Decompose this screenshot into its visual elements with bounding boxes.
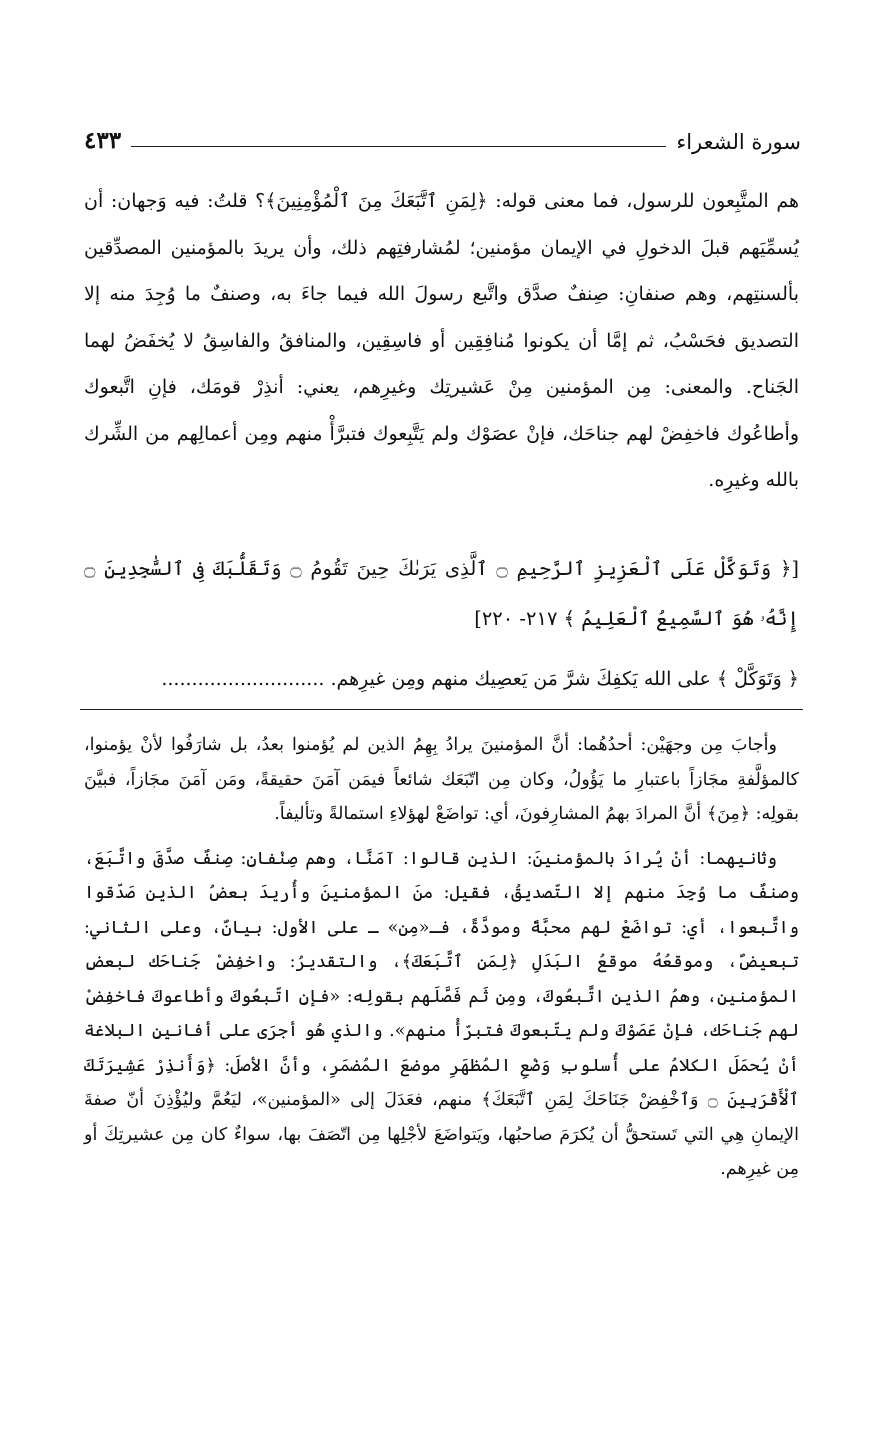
tafsir-text: ﴿ وَتَوَكَّلْ ﴾ على الله يَكفِكَ شرَّ مَن يَعصِيك منهم ومِن غيرِهم. bbox=[330, 668, 799, 690]
quran-verses: [﴿ وَتَوَكَّلْ عَلَى ٱلْعَزِيزِ ٱلرَّحِيمِ ۝ ٱلَّذِى يَرَىٰكَ حِينَ تَقُومُ ۝ وَتَقَلُّبَكَ فِى ٱلسَّٰجِدِينَ ۝ إِنَّهُۥ هُوَ ٱلسَّمِيعُ ٱلْعَلِيمُ ﴾ ٢١٧- ٢٢٠] bbox=[84, 557, 799, 630]
commentary-paragraph-1: وأجابَ مِن وجهَيْن: أحدُهُما: أنَّ المؤمنينَ يرادُ بِهِمُ الذين لم يُؤمنوا بعدُ، بل شارَفُوا لأنْ يؤمنوا، كالمؤلَّفةِ مجَازاً باعتبارِ ما يَؤُولُ، وكان مِن اتّبَعَك شائعاً فيمَن آمَنَ حقيقةً، ومَن آمَنَ مجَازاً، فبيَّنَ بقولِه: ﴿مِنَ﴾ أنَّ المرادَ بهمُ المشارِفونَ، أي: تواضَعْ لهؤلاءِ استمالةً وتأليفاً. bbox=[84, 735, 799, 824]
running-header bbox=[84, 122, 801, 154]
header-rule bbox=[131, 146, 666, 147]
page-number: ٤٣٣ bbox=[84, 127, 122, 154]
tafsir-line bbox=[84, 656, 799, 702]
footnote-separator bbox=[80, 709, 803, 710]
main-paragraph: هم المتَّبِعون للرسول، فما معنى قوله: ﴿لِمَنِ ٱتَّبَعَكَ مِنَ ٱلْمُؤْمِنِينَ﴾؟ قلتُ: فيه وَجهان: أن يُسمِّيَهم قبلَ الدخولِ في الإيمان مؤمنين؛ لمُشارفتِهم ذلك، وأن يريدَ بالمؤمنين المصدِّقين بألسنتِهم، وهم صنفانِ: صِنفٌ صدَّق واتَّبع رسولَ الله فيما جاءَ به، وصنفٌ ما وُجِدَ منه إلا التصديق فحَسْبُ، ثم إمَّا أن يكونوا مُنافِقِين أو فاسِقِين، والمنافقُ والفاسِقُ لا يُخفَضُ لهما الجَناح. والمعنى: مِن المؤمنين مِنْ عَشيرتِك وغيرِهم، يعني: أنذِرْ قومَك، فإنِ اتَّبعوك وأطاعُوك فاخفِضْ لهم جناحَك، فإنْ عصَوْك ولم يَتَّبِعوك فتبرَّأْ منهم ومِن أعمالِهم من الشِّرك بالله وغيرِه. bbox=[84, 190, 799, 491]
commentary-paragraph-2: وثانيهما: أنْ يُرادَ بالمؤمنينَ: الذين قالوا: آمَنَّا، وهم صِنْفانِ: صِنفٌ صدَّقَ واتَّبَعَ، وصنفٌ ما وُجِدَ منهم إلا التّصديقُ، فقيل: منَ المؤمنينَ وأُريدَ بعضُ الذين صَدّقوا واتَّبعوا، أي: تواضَعْ لهم محبَّةً ومودَّةً، فـ«مِن» ـ على الأول: بيانٌ، وعلى الثاني: تبعيضٌ، وموقعُهُ موقعُ البَدَلِ ﴿لِمَنِ ٱتَّبَعَكَ﴾، والتقديرُ: واخفِضْ جَناحَك لبعضِ المؤمنين، وهمُ الذين اتَّبعُوكَ، ومِن ثَم فَصَّلَهم بقولِه: «فإنِ اتّبعُوكَ وأطاعوكَ فاخفِضْ لهم جَناحَك، فإنْ عَصَوْكَ ولم يتّبعوكَ فتبرّأْ منهم». والذي هُو أجرَى على أفانينِ البلاغة أنْ يُحمَلَ الكلامُ على أُسلوبِ وَضْعِ المُظهَرِ موضعَ المُضمَرِ، وأنَّ الأصلَ: ﴿وَأَنذِرْ عَشِيرَتَكَ ٱلْأَقْرَبِينَ ۝ وَٱخْفِضْ جَنَاحَكَ لِمَنِ ٱتَّبَعَكَ﴾ منهم، فعَدَلَ إلى «المؤمنين»، ليَعُمَّ وليُؤْذِنَ أنّ صفةَ الإيمانِ هِي التي تَستحقُّ أن يُكرَمَ صاحبُها، ويَتواضَعَ لأجْلِها مِن اتّصَفَ بها، سواءٌ كان مِن عشيرتِكَ أو مِن غيرِهم. bbox=[84, 848, 799, 1179]
commentary bbox=[84, 728, 799, 1187]
main-text bbox=[84, 178, 799, 504]
tafsir-dots: ........................... bbox=[161, 668, 325, 690]
surah-title: سورة الشعراء bbox=[676, 130, 801, 154]
